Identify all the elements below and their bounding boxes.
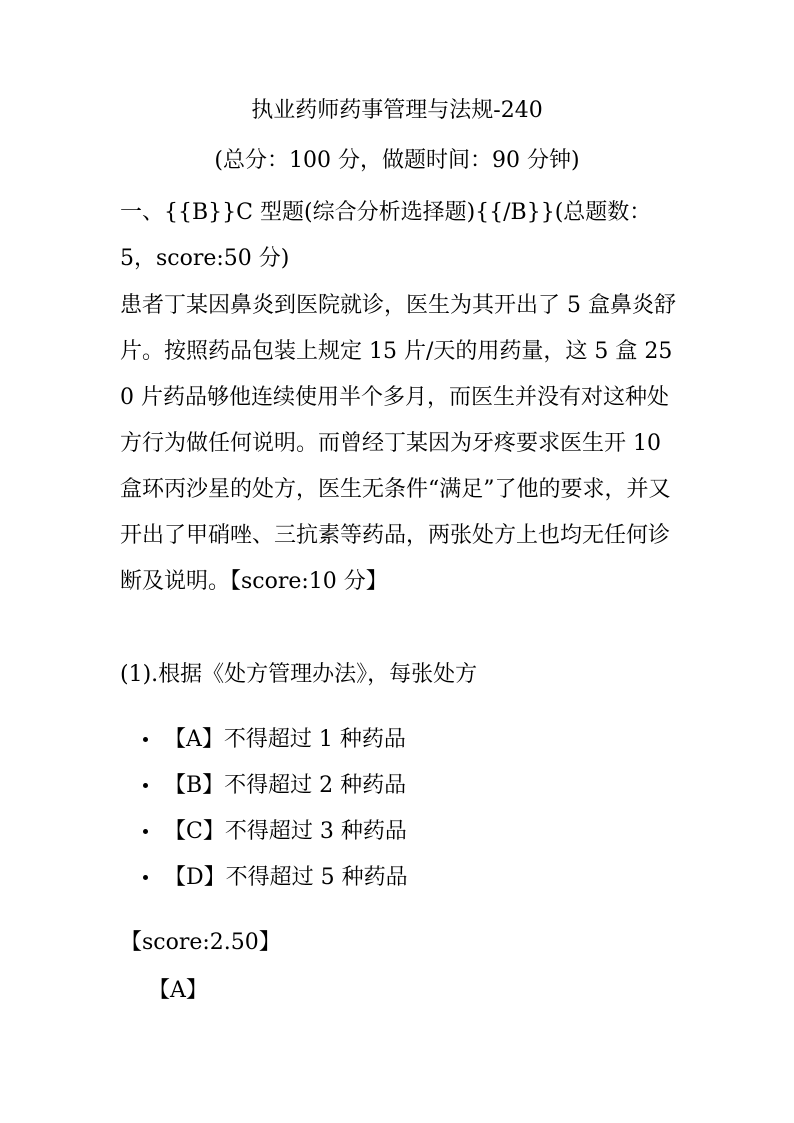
- option-label: 【D】不得超过 5 种药品: [164, 865, 408, 890]
- question-stem: (1).根据《处方管理办法》，每张处方: [120, 662, 478, 687]
- bullet-icon: [143, 783, 148, 788]
- option-c: [140, 809, 408, 855]
- bullet-icon: [143, 875, 148, 880]
- exam-info: (总分：100 分，做题时间：90 分钟): [214, 148, 580, 173]
- option-label: 【A】不得超过 1 种药品: [164, 727, 406, 752]
- option-label: 【B】不得超过 2 种药品: [164, 773, 407, 798]
- bullet-icon: [143, 737, 148, 742]
- page-title: 执业药师药事管理与法规-240: [251, 98, 543, 123]
- option-list: [140, 717, 408, 901]
- option-b: [140, 763, 408, 809]
- option-d: [140, 855, 408, 901]
- option-a: [140, 717, 408, 763]
- answer-key: 【A】: [148, 978, 208, 1003]
- case-passage: 患者丁某因鼻炎到医院就诊，医生为其开出了 5 盒鼻炎舒片。按照药品包装上规定 15 片/天的用药量，这 5 盒 250 片药品够他连续使用半个多月，而医生并没有对这种处方行为做任何说明。而曾经丁某因为牙疼要求医生开 10 盒环丙沙星的处方，医生无条件“满足”了他的要求，并又开出了甲硝唑、三抗素等药品，两张处方上也均无任何诊断及说明。【score:10 分】: [120, 293, 676, 594]
- section-heading: 一、{{B}}C 型题(综合分析选择题){{/B}}(总题数：5，score:50 分): [120, 200, 652, 271]
- option-label: 【C】不得超过 3 种药品: [164, 819, 407, 844]
- bullet-icon: [143, 829, 148, 834]
- question-score: 【score:2.50】: [120, 930, 281, 955]
